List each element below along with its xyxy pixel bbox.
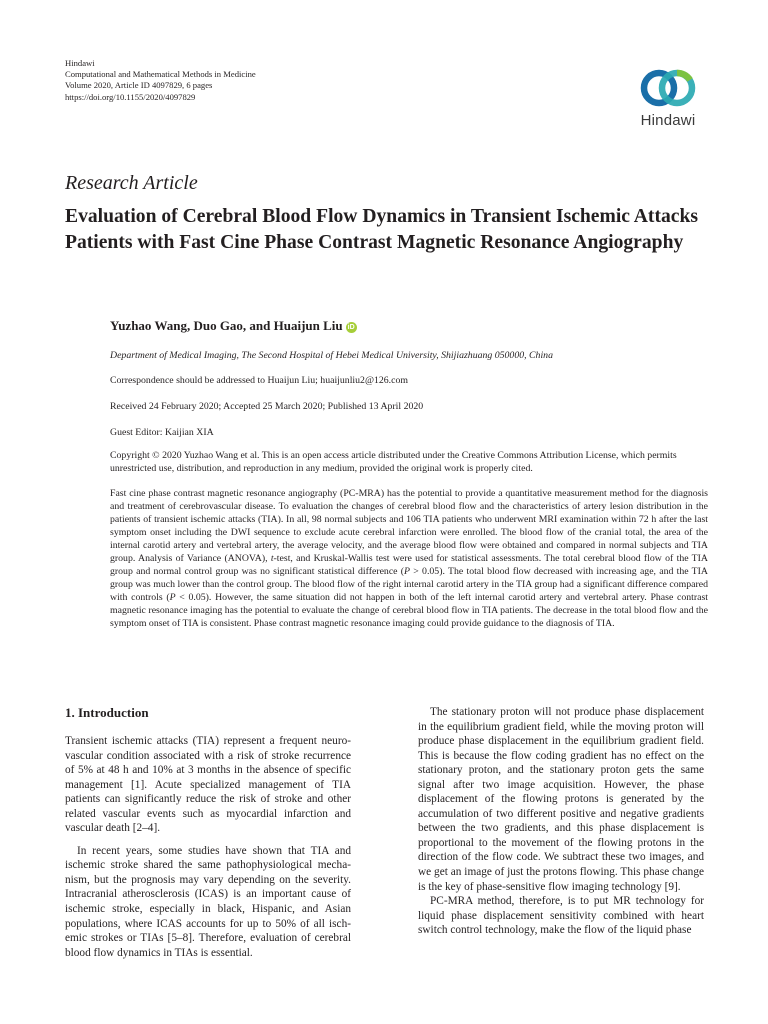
intro-paragraph-1: Transient ischemic attacks (TIA) represent a frequent neurovascular condition associated with a risk of stroke recurrence of 5% at 48 h and 10% at 3 months in the absence of specific management [1]. Acute specialized management of TIA patients can significantly reduce the risk of stroke and other related vascular events such as myocardial infarction and vascular death [2–4].: [65, 735, 351, 835]
correspondence: Correspondence should be addressed to Huaijun Liu; huaijunliu2@126.com: [110, 375, 408, 386]
guest-editor: Guest Editor: Kaijian XIA: [110, 427, 214, 438]
intro-paragraph-2: In recent years, some studies have shown that TIA and ischemic stroke shared the same pathophysiological mechanism, but the prognosis may vary depending on the severity. Intracranial atherosclerosis (ICAS) is an important cause of ischemic stroke, especially in black, Hispanic, and Asian populations, where ICAS accounts for up to 50% of all ischemic strokes or TIAs [5–8]. Therefore, evaluation of cerebral blood flow dynamics in TIAs is essential.: [65, 844, 351, 959]
doi-link[interactable]: https://doi.org/10.1155/2020/4097829: [65, 91, 196, 102]
body-paragraph-right-1: The stationary proton will not produce phase displacement in the equilibrium gradient field, while the moving proton will produce phase displacement in the equilibrium gradient field. This is because the flow coding gradient has no effect on the stationary proton, and the stationary proton gets the same signal after two image acquisition. However, the phase displacement of the flowing protons is generated by the accumulation of two different positive and negative gradients between the two gradients, and this phase displacement is proportional to the movement of the flowing protons in the direction of the flow code. We subtract these two images, and we get an image of just the protons flowing. This phase change is the key of phase-sensitive flow imaging technology [9].: [418, 706, 704, 893]
abstract: Fast cine phase contrast magnetic resonance angiography (PC-MRA) has the potential to provide a quantitative measurement method for the diagnosis and treatment of cerebrovascular disease. To evaluation the changes of cerebral blood flow and the characteristics of artery lesion distribution in the patients of transient ischemic attacks (TIA). In all, 98 normal subjects and 106 TIA patients who underwent MRI examination within 72 h after the last symptom onset including the DWI sequence to exclude acute cerebral infarction were enrolled. The blood flow of the cranial total, the area of the internal carotid artery and vertebral artery, the average velocity, and the average blood flow were obtained and compared in normal subjects and TIA group. Analysis of Variance (ANOVA), t-test, and Kruskal-Wallis test were used for statistical assessments. The total cerebral blood flow of the TIA group and normal control group was no significant statistical difference (P > 0.05). The total blood flow decreased with increasing age, and the TIA group was much lower than the control group. The blood flow of the right internal carotid artery in the TIA group had a significant difference compared with controls (P < 0.05). However, the same situation did not happen in both of the left internal carotid artery and vertebral artery. Phase contrast magnetic resonance imaging has the potential to evaluate the change of cerebral blood flow in TIA patients. The decrease in the total blood flow and the symptom onset of TIA is consistent. Phase contrast magnetic resonance imaging could provide guidance to the diagnosis of TIA.: [110, 488, 708, 630]
body-column-left: [65, 734, 351, 960]
journal-name: Computational and Mathematical Methods in Medicine: [65, 69, 256, 80]
copyright-notice: Copyright © 2020 Yuzhao Wang et al. This is an open access article distributed under the Creative Commons Attribution License, which permits unrestricted use, distribution, and reproduction in any medium, provided the original work is properly cited.: [110, 450, 677, 474]
publisher-name: Hindawi: [65, 58, 95, 68]
article-type: Research Article: [65, 172, 198, 194]
author-list: [110, 318, 357, 334]
article-title: Evaluation of Cerebral Blood Flow Dynamics in Transient Ischemic Attacks Patients with Fast Cine Phase Contrast Magnetic Resonance Angiography: [65, 206, 698, 253]
orcid-icon[interactable]: iD: [347, 324, 355, 331]
volume-info: Volume 2020, Article ID 4097829, 6 pages: [65, 80, 213, 91]
hindawi-logo-text: Hindawi: [640, 112, 696, 129]
section-heading-introduction: 1. Introduction: [65, 705, 149, 720]
affiliation: Department of Medical Imaging, The Second Hospital of Hebei Medical University, Shijiazhuang 050000, China: [110, 350, 553, 361]
author-names: Yuzhao Wang, Duo Gao, and Huaijun Liu: [110, 318, 343, 333]
body-paragraph-right-2: PC-MRA method, therefore, is to put MR technology for liquid phase displacement sensitivity combined with heart switch control technology, make the flow of the liquid phase: [418, 895, 704, 937]
body-column-right: [418, 705, 704, 938]
masthead: [65, 58, 256, 103]
publication-dates: Received 24 February 2020; Accepted 25 March 2020; Published 13 April 2020: [110, 401, 424, 412]
